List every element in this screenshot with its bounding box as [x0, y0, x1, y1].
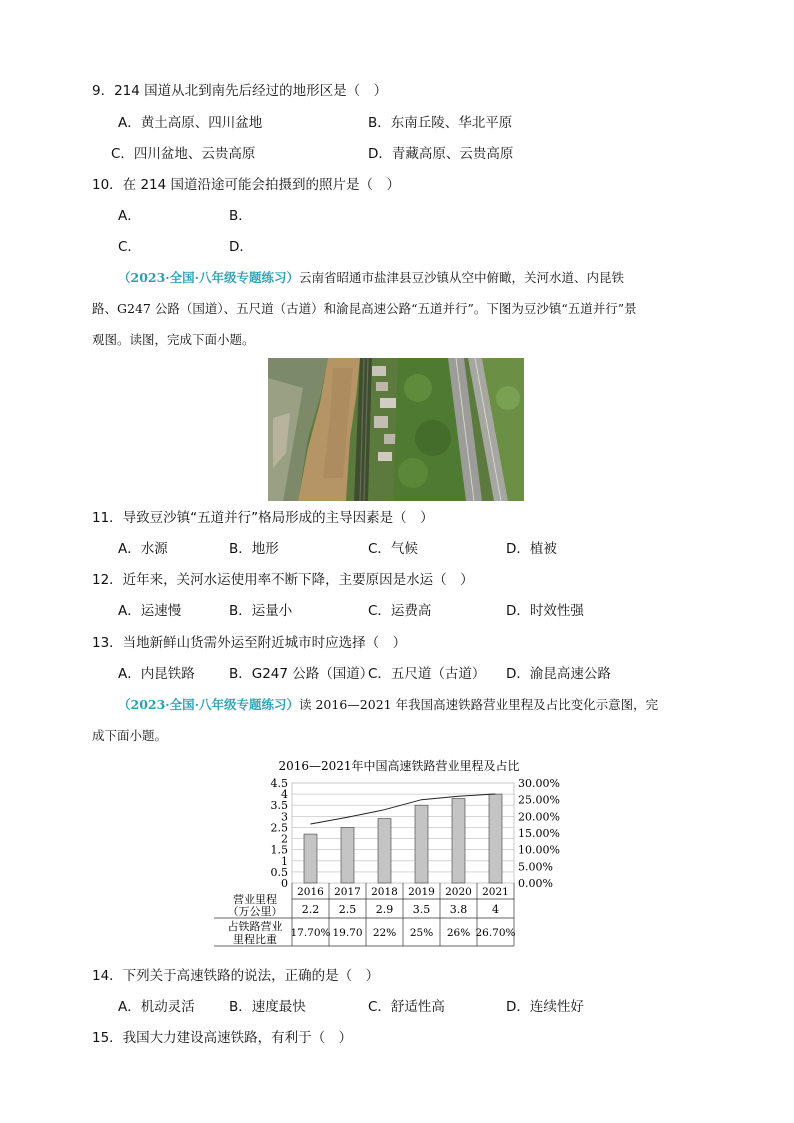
right-axis-ticks	[518, 777, 560, 890]
right-tick-label: 5.00%	[518, 860, 553, 874]
bar-2016	[304, 834, 317, 883]
category-label: 2019	[408, 886, 435, 898]
q13-option-a: A．内昆铁路	[118, 666, 195, 682]
q10-option-c: C．	[118, 239, 141, 255]
aerial-photo	[268, 358, 524, 501]
left-tick-label: 4	[281, 788, 288, 802]
question-13-stem: 13．当地新鲜山货需外运至附近城市时应选择（ ）	[92, 635, 407, 651]
context-1-line-2: 路、G247 公路（国道）、五尺道（古道）和渝昆高速公路“五道并行”。下图为豆沙镇“五道并行”景	[92, 301, 637, 316]
bar-2020	[452, 799, 465, 883]
table-value-ratio: 26%	[446, 927, 471, 939]
q10-option-d: D．	[229, 239, 253, 255]
source-tag: （2023·全国·八年级专题练习）	[118, 697, 299, 712]
table-row-label: 里程比重	[233, 933, 277, 946]
left-tick-label: 3	[281, 810, 288, 824]
table-value-mileage: 3.5	[412, 903, 431, 916]
q12-option-a: A．运速慢	[118, 603, 182, 619]
context-2-line-2: 成下面小题。	[92, 728, 168, 743]
table-row-label: 营业里程	[233, 893, 277, 906]
question-12-stem: 12．近年来，关河水运使用率不断下降，主要原因是水运（ ）	[92, 572, 474, 588]
table-value-ratio: 17.70%	[290, 927, 331, 939]
q9-option-b: B．东南丘陵、华北平原	[368, 115, 513, 131]
context-1-line-3: 观图。读图，完成下面小题。	[92, 332, 255, 347]
category-label: 2016	[297, 886, 324, 898]
q13-option-c: C．五尺道（古道）	[368, 666, 486, 682]
q14-option-b: B．速度最快	[229, 999, 306, 1015]
right-tick-label: 15.00%	[518, 827, 560, 840]
q12-option-b: B．运量小	[229, 603, 293, 619]
bar-2018	[378, 819, 391, 883]
q9-option-d: D．青藏高原、云贵高原	[368, 146, 514, 162]
table-value-ratio: 26.70%	[475, 927, 516, 939]
right-tick-label: 25.00%	[518, 793, 560, 807]
q14-option-c: C．舒适性高	[368, 999, 445, 1015]
left-tick-label: 0	[281, 877, 288, 890]
q9-option-c: C．四川盆地、云贵高原	[111, 146, 256, 162]
context-1-line-1	[118, 269, 624, 287]
bar-2017	[341, 827, 354, 883]
source-tag: （2023·全国·八年级专题练习）	[118, 270, 299, 285]
q13-option-d: D．渝昆高速公路	[506, 666, 611, 682]
table-row-label: （万公里）	[227, 905, 283, 918]
q11-option-c: C．气候	[368, 541, 418, 557]
left-tick-label: 4.5	[270, 777, 288, 790]
q10-option-a: A．	[118, 208, 141, 224]
left-tick-label: 1.5	[270, 843, 288, 857]
left-tick-label: 3.5	[270, 799, 288, 813]
question-14-stem: 14．下列关于高速铁路的说法，正确的是（ ）	[92, 968, 380, 984]
question-9-stem: 9．214 国道从北到南先后经过的地形区是（ ）	[92, 83, 388, 99]
q12-option-d: D．时效性强	[506, 603, 584, 619]
q14-option-d: D．连续性好	[506, 999, 584, 1015]
ratio-line	[311, 794, 496, 824]
q11-option-a: A．水源	[118, 541, 168, 557]
context-1-text: 云南省昭通市盐津县豆沙镇从空中俯瞰，关河水道、内昆铁	[299, 270, 625, 285]
right-tick-label: 0.00%	[518, 877, 553, 890]
category-label: 2017	[334, 886, 361, 898]
q13-option-b: B．G247 公路（国道）	[229, 666, 374, 682]
table-value-mileage: 2.5	[338, 903, 357, 916]
q10-option-b: B．	[229, 208, 252, 224]
table-value-ratio: 19.70	[332, 927, 363, 939]
category-label: 2020	[445, 886, 472, 898]
table-value-mileage: 4	[492, 903, 499, 916]
left-tick-label: 1	[281, 854, 288, 868]
table-value-ratio: 25%	[409, 927, 434, 939]
left-axis-ticks	[271, 777, 289, 890]
right-tick-label: 30.00%	[518, 777, 560, 790]
left-tick-label: 2.5	[270, 821, 288, 835]
plot-border	[292, 783, 514, 883]
bar-2019	[415, 805, 428, 883]
question-10-stem: 10．在 214 国道沿途可能会拍摄到的照片是（ ）	[92, 177, 401, 193]
table-value-mileage: 2.2	[301, 903, 320, 916]
category-label: 2021	[482, 886, 509, 898]
context-2-line-1	[118, 696, 658, 714]
category-label: 2018	[371, 886, 398, 898]
question-11-stem: 11．导致豆沙镇“五道并行”格局形成的主导因素是（ ）	[92, 510, 434, 526]
right-tick-label: 10.00%	[518, 843, 560, 857]
right-tick-label: 20.00%	[518, 810, 560, 824]
table-value-mileage: 2.9	[375, 903, 394, 916]
chart-data-table	[214, 883, 516, 946]
rail-mileage-chart	[214, 756, 584, 956]
chart-gridlines	[292, 783, 514, 883]
q9-option-a: A．黄土高原、四川盆地	[118, 115, 263, 131]
left-tick-label: 0.5	[270, 865, 288, 879]
question-15-stem: 15．我国大力建设高速铁路，有利于（ ）	[92, 1030, 353, 1046]
q12-option-c: C．运费高	[368, 603, 432, 619]
chart-title: 2016—2021年中国高速铁路营业里程及占比	[278, 759, 520, 773]
table-value-ratio: 22%	[372, 927, 397, 939]
left-tick-label: 2	[281, 832, 288, 846]
q11-option-d: D．植被	[506, 541, 557, 557]
table-row-label: 占铁路营业	[227, 920, 283, 933]
q11-option-b: B．地形	[229, 541, 279, 557]
bar-2021	[489, 794, 502, 883]
table-value-mileage: 3.8	[449, 903, 468, 916]
q14-option-a: A．机动灵活	[118, 999, 195, 1015]
context-2-text: 读 2016—2021 年我国高速铁路营业里程及占比变化示意图，完	[299, 697, 659, 712]
